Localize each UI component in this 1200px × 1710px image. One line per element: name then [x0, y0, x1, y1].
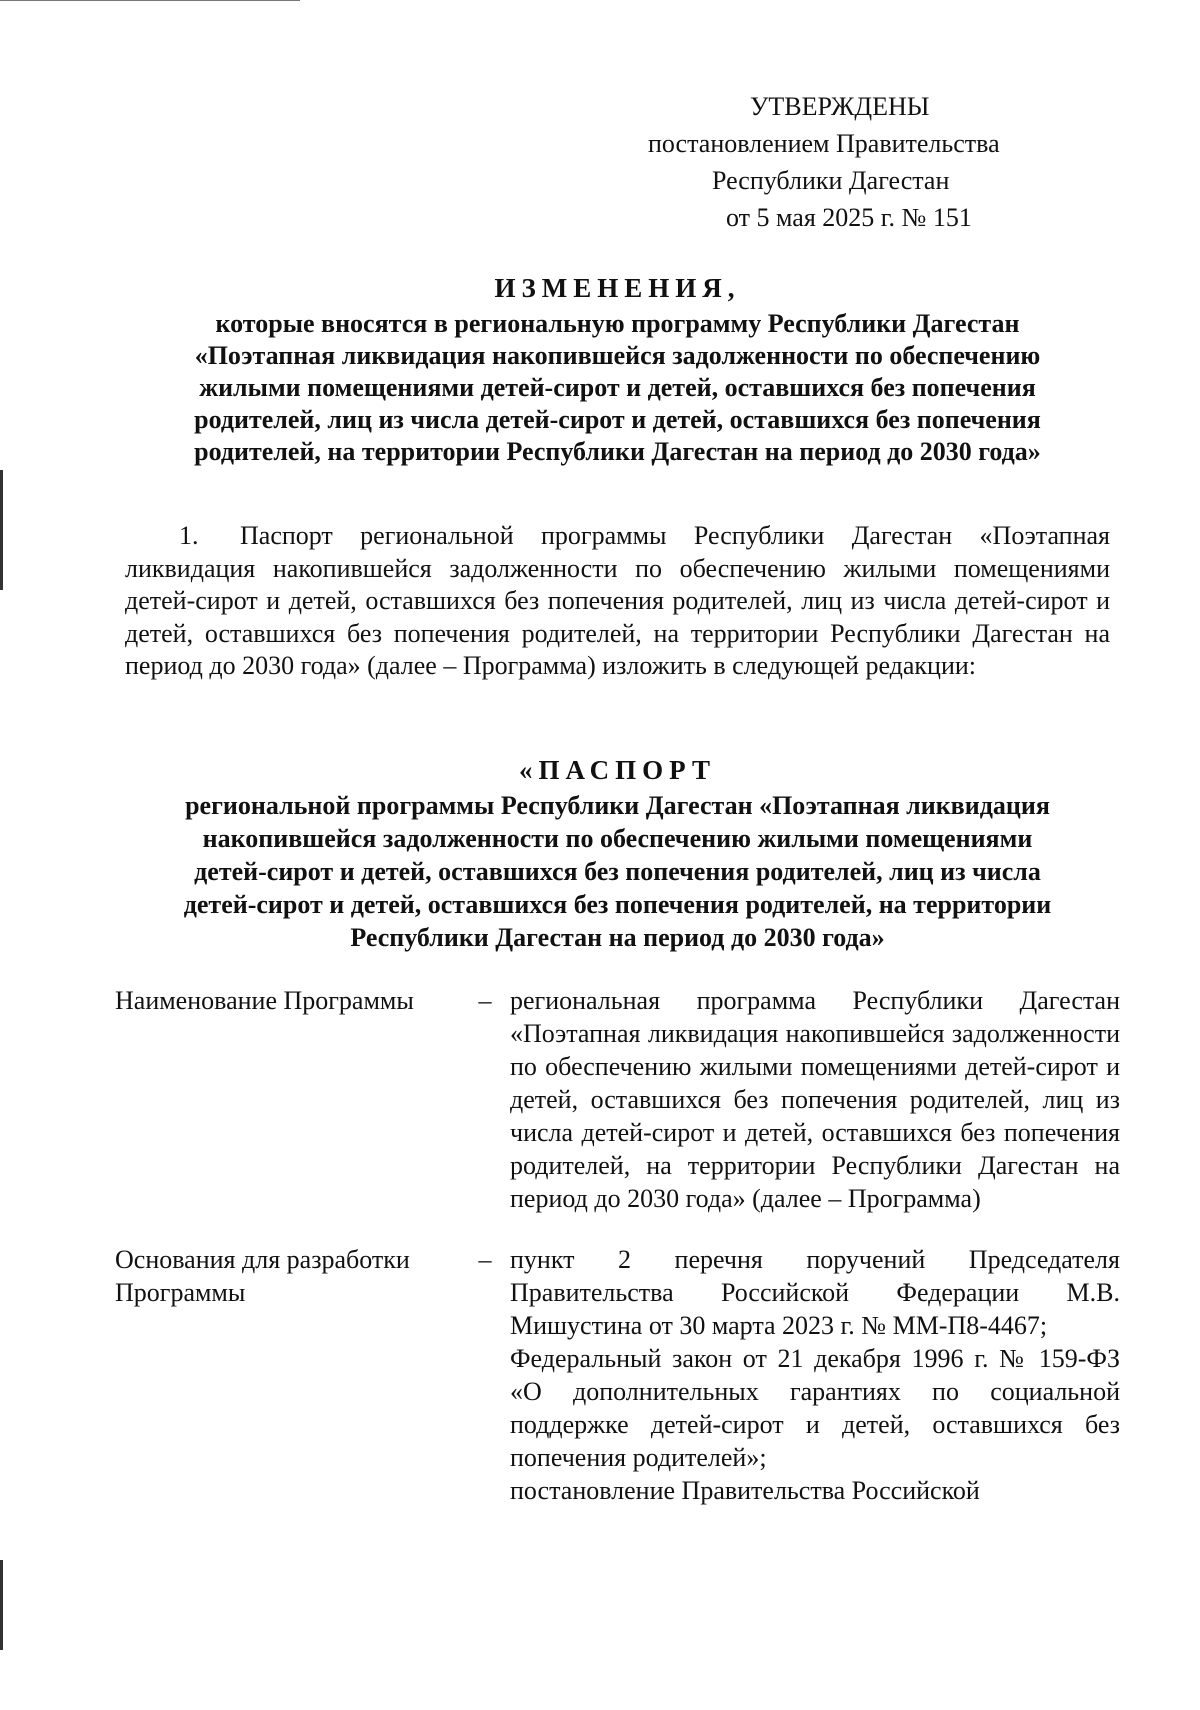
- changes-subtitle-line: которые вносятся в региональную программу Республики Дагестан: [215, 309, 1020, 338]
- passport-table: [115, 984, 1120, 1535]
- paragraph-1-text: Паспорт региональной программы Республики Дагестан «Поэтапная ликвидация накопившейся задолженности по обеспечению жилыми помещениями детей-сирот и детей, оставшихся без попечения родителей, лиц из числа детей-сирот и детей, оставшихся без попечения родителей, на территории Республики Дагестан на период до 2030 года» (далее – Программа) изложить в следующей редакции:: [125, 521, 1110, 680]
- changes-heading: ИЗМЕНЕНИЯ,: [494, 273, 741, 303]
- row-label: Основания для разработки Программы: [115, 1245, 410, 1307]
- scan-edge-left: [0, 470, 3, 590]
- row-dash: –: [478, 1245, 492, 1274]
- passport-heading: «ПАСПОРТ: [519, 755, 716, 785]
- changes-subtitle-line: родителей, лиц из числа детей-сирот и детей, оставшихся без попечения: [194, 405, 1041, 434]
- approval-line-3: Республики Дагестан: [712, 166, 950, 195]
- passport-subtitle-line: детей-сирот и детей, оставшихся без попечения родителей, на территории: [183, 890, 1052, 919]
- passport-title-block: [125, 754, 1110, 954]
- paragraph-1: [125, 520, 1110, 683]
- row-value-paragraph: пункт 2 перечня поручений Председателя Правительства Российской Федерации М.В. Мишустина от 30 марта 2023 г. № ММ-П8-4467;: [510, 1245, 1120, 1340]
- passport-subtitle-line: детей-сирот и детей, оставшихся без попечения родителей, лиц из числа: [194, 857, 1041, 886]
- row-value-paragraph: Федеральный закон от 21 декабря 1996 г. № 159-ФЗ «О дополнительных гарантиях по социальной поддержке детей-сирот и детей, оставшихся без попечения родителей»;: [510, 1344, 1120, 1472]
- passport-subtitle-line: накопившейся задолженности по обеспечению жилыми помещениями: [202, 824, 1033, 853]
- table-row: [115, 984, 1120, 1215]
- approval-stamp-block: [590, 88, 1060, 236]
- row-label: Наименование Программы: [115, 986, 414, 1015]
- changes-subtitle-line: родителей, на территории Республики Дагестан на период до 2030 года»: [194, 437, 1041, 466]
- table-row: [115, 1243, 1120, 1507]
- row-value-paragraph: региональная программа Республики Дагестан «Поэтапная ликвидация накопившейся задолженности по обеспечению жилыми помещениями детей-сирот и детей, оставшихся без попечения родителей, лиц из числа детей-сирот и детей, оставшихся без попечения родителей, на территории Республики Дагестан на период до 2030 года» (далее – Программа): [510, 986, 1120, 1213]
- row-value-paragraph: постановление Правительства Российской: [510, 1476, 980, 1505]
- changes-title-block: [125, 272, 1110, 468]
- scan-edge-top: [0, 0, 300, 1]
- approval-line-2: постановлением Правительства: [648, 129, 1000, 158]
- passport-subtitle-line: Республики Дагестан на период до 2030 года»: [350, 923, 885, 952]
- approval-line-4: от 5 мая 2025 г. № 151: [726, 203, 972, 232]
- row-value: [510, 984, 1120, 1215]
- approval-line-1: УТВЕРЖДЕНЫ: [750, 92, 930, 121]
- row-dash: –: [478, 986, 492, 1015]
- scan-edge-left-lower: [0, 1560, 3, 1650]
- passport-subtitle-line: региональной программы Республики Дагестан «Поэтапная ликвидация: [185, 791, 1050, 820]
- paragraph-1-number: 1.: [179, 521, 199, 550]
- changes-subtitle-line: жилыми помещениями детей-сирот и детей, оставшихся без попечения: [199, 373, 1036, 402]
- row-value: [510, 1243, 1120, 1507]
- changes-subtitle-line: «Поэтапная ликвидация накопившейся задолженности по обеспечению: [194, 341, 1041, 370]
